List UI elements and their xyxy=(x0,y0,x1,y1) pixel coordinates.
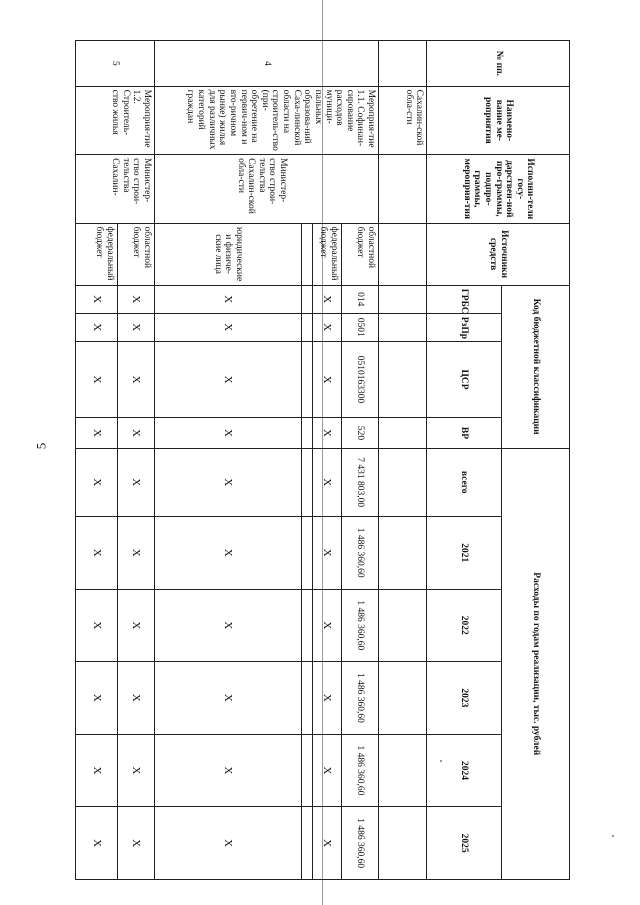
cell-2024: X xyxy=(76,734,118,807)
cell-name: Мероприя-тие 1.1. Софинан-сирование расходов муници-пальных образова-ний Саха-линской области на строитель-ство (при-обретение на первич-ном и вто-ричном рынке) жилья для различных категорий граждан xyxy=(155,86,379,154)
cell-num: 5 xyxy=(76,41,155,87)
cell-source: областной бюджет xyxy=(117,223,154,285)
cell-rzpr: X xyxy=(313,313,342,341)
cell-2025: X xyxy=(313,807,342,880)
header-year: 2024 xyxy=(427,734,502,807)
budget-table xyxy=(75,40,570,880)
table-row xyxy=(117,41,154,880)
cell-total: 7 431 803,00 xyxy=(341,448,378,516)
scan-speck xyxy=(612,835,614,837)
cell-2025: X xyxy=(155,807,302,880)
header-executors: Исполни-тели госу-дарствен-ной про-граммы, подпро-граммы, мероприя-тия xyxy=(427,155,570,223)
header-year: 2022 xyxy=(427,589,502,662)
cell-exec: Министер-ство строи-тельства Сахалин-ской обла-сти xyxy=(155,155,379,223)
cell-2023: X xyxy=(155,662,302,735)
cell-name: Мероприя-тие 1.2. Строитель-ство жилья xyxy=(76,86,155,154)
cell-source: федеральный бюджет xyxy=(76,223,118,285)
header-year: 2023 xyxy=(427,662,502,735)
cell-grbs: X xyxy=(117,285,154,313)
header-year: 2021 xyxy=(427,516,502,589)
cell-csr: X xyxy=(117,341,154,418)
cell-num: 4 xyxy=(155,41,379,87)
cell-2024: 1 486 360,60 xyxy=(341,734,378,807)
cell-2023: X xyxy=(76,662,118,735)
cell-exec: Министер-ство строи-тельства Сахалин- xyxy=(76,155,155,223)
cell-grbs: X xyxy=(155,285,302,313)
cell-source xyxy=(379,223,427,285)
cell-rzpr: X xyxy=(155,313,302,341)
cell-rzpr: 0501 xyxy=(341,313,378,341)
cell-2023: X xyxy=(117,662,154,735)
cell-2023: 1 486 360,60 xyxy=(341,662,378,735)
cell-total: X xyxy=(313,448,342,516)
cell-grbs: X xyxy=(76,285,118,313)
cell-2021: 1 486 360,60 xyxy=(341,516,378,589)
cell-exec xyxy=(379,155,427,223)
cell-grbs: 014 xyxy=(341,285,378,313)
header-grbs: ГРБС xyxy=(427,285,502,313)
cell-total: X xyxy=(76,448,118,516)
cell-vr: X xyxy=(313,418,342,448)
table-row xyxy=(379,41,427,880)
header-rzpr: РзПр xyxy=(427,313,502,341)
cell-total: X xyxy=(117,448,154,516)
cell-vr: X xyxy=(117,418,154,448)
header-year: 2025 xyxy=(427,807,502,880)
cell-2025: X xyxy=(76,807,118,880)
rotated-table-container xyxy=(75,40,570,880)
cell-source: федеральный бюджет xyxy=(313,223,342,285)
header-name: Наимено-вание ме-роприятия xyxy=(427,86,570,154)
header-budget-code: Код бюджетной классификации xyxy=(501,285,569,448)
cell-rzpr: X xyxy=(117,313,154,341)
cell-vr: X xyxy=(155,418,302,448)
cell-2023: X xyxy=(313,662,342,735)
header-source: Источники средств xyxy=(427,223,570,285)
cell-2021: X xyxy=(117,516,154,589)
cell-csr: X xyxy=(76,341,118,418)
cell-rzpr: X xyxy=(76,313,118,341)
cell-2022: 1 486 360,60 xyxy=(341,589,378,662)
cell-num xyxy=(379,41,427,87)
cell-vr: 520 xyxy=(341,418,378,448)
cell-csr: X xyxy=(155,341,302,418)
header-expenses: Расходы по годам реализации, тыс. рублей xyxy=(501,448,569,880)
header-num: № пп. xyxy=(427,41,570,87)
cell-2025: 1 486 360,60 xyxy=(341,807,378,880)
cell-2021: X xyxy=(155,516,302,589)
header-total: всего xyxy=(427,448,502,516)
header-csr: ЦСР xyxy=(427,341,502,418)
header-vr: ВР xyxy=(427,418,502,448)
cell-2024: X xyxy=(313,734,342,807)
cell-2022: X xyxy=(155,589,302,662)
cell-2022: X xyxy=(117,589,154,662)
cell-2022: X xyxy=(313,589,342,662)
cell-vr: X xyxy=(76,418,118,448)
cell-2021: X xyxy=(313,516,342,589)
cell-2025: X xyxy=(117,807,154,880)
cell-grbs: X xyxy=(313,285,342,313)
page-number: 5 xyxy=(33,442,49,450)
cell-source: областной бюджет xyxy=(341,223,378,285)
cell-total: X xyxy=(155,448,302,516)
cell-csr: X xyxy=(313,341,342,418)
cell-source: юридические и физиче-ские лица xyxy=(155,223,302,285)
cell-2024: X xyxy=(117,734,154,807)
cell-csr: 0510163300 xyxy=(341,341,378,418)
cell-2024: X xyxy=(155,734,302,807)
cell-2022: X xyxy=(76,589,118,662)
table-row xyxy=(341,41,378,880)
cell-2021: X xyxy=(76,516,118,589)
cell-name: Сахалин-ской обла-сти xyxy=(379,86,427,154)
